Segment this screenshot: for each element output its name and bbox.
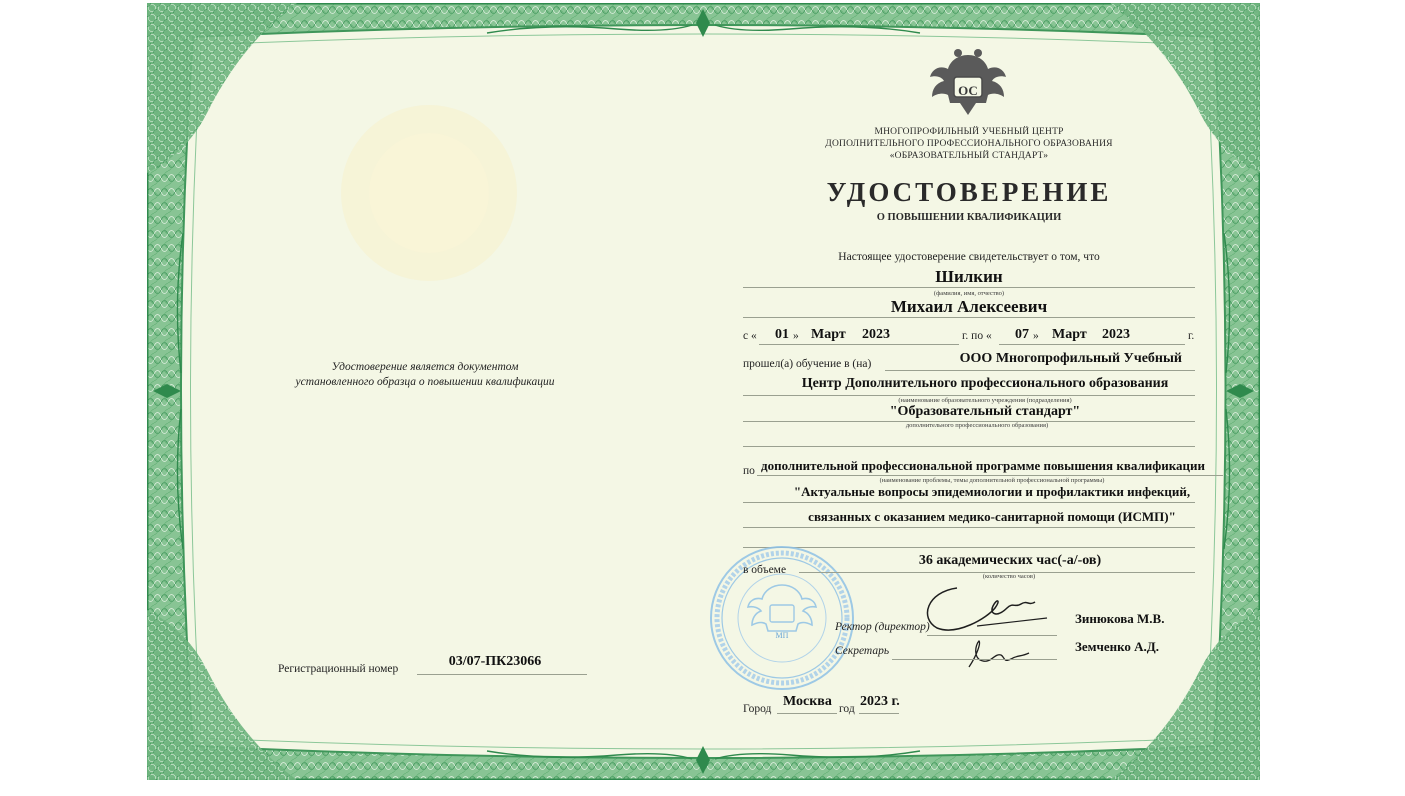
org-name-line-1: МНОГОПРОФИЛЬНЫЙ УЧЕБНЫЙ ЦЕНТР	[874, 127, 1064, 137]
program-line-2: "Актуальные вопросы эпидемиологии и профилактики инфекций,	[793, 484, 1191, 499]
period-year-suffix: г.	[1188, 330, 1195, 342]
city-value: Москва	[783, 694, 832, 709]
emblem-letters: ОС	[958, 83, 978, 98]
city-label: Город	[743, 703, 772, 715]
volume-hint: (количество часов)	[982, 573, 1036, 580]
period-to-month: Март	[1052, 327, 1087, 342]
org-name-line-3: «ОБРАЗОВАТЕЛЬНЫЙ СТАНДАРТ»	[889, 151, 1049, 161]
rector-label: Ректор (директор)	[835, 621, 930, 633]
program-line-1: дополнительной профессиональной программе повышения квалификации	[761, 458, 1205, 473]
reg-value: 03/07-ПК23066	[448, 654, 542, 669]
rule-surname	[743, 287, 1195, 288]
rule-program-3	[743, 527, 1195, 528]
rule-period-1	[759, 344, 959, 345]
volume-prefix: в объеме	[743, 564, 787, 576]
document-subtitle: О ПОВЫШЕНИИ КВАЛИФИКАЦИИ	[876, 212, 1062, 223]
rule-period-2	[999, 344, 1185, 345]
rule-secretary	[892, 659, 1057, 660]
year-value: 2023 г.	[860, 694, 900, 709]
rector-signature	[917, 578, 1057, 638]
emblem-icon	[928, 47, 1008, 117]
institution-hint-2: дополнительного профессионального образования)	[905, 422, 1049, 429]
period-from-month: Март	[811, 327, 846, 342]
rule-blank	[743, 446, 1195, 447]
document-title: УДОСТОВЕРЕНИЕ	[826, 177, 1112, 207]
program-hint: (наименование проблемы, темы дополнительной профессиональной программы)	[879, 477, 1105, 484]
given-names: Михаил Алексеевич	[890, 297, 1048, 316]
rule-city	[777, 713, 837, 714]
institution-line-3: "Образовательный стандарт"	[889, 404, 1081, 419]
org-name-line-2: ДОПОЛНИТЕЛЬНОГО ПРОФЕССИОНАЛЬНОГО ОБРАЗОВАНИЯ	[825, 139, 1113, 149]
rule-given-names	[743, 317, 1195, 318]
rule-year	[859, 713, 899, 714]
institution-hint: (наименование образовательного учреждения (подразделения)	[898, 397, 1072, 404]
rule-institution-2	[743, 395, 1195, 396]
reg-label: Регистрационный номер	[278, 663, 399, 675]
period-to-year: 2023	[1102, 327, 1130, 342]
rule-institution-1	[885, 370, 1195, 371]
institution-line-1: ООО Многопрофильный Учебный	[959, 351, 1182, 366]
program-line-3: связанных с оказанием медико-санитарной помощи (ИСМП)"	[808, 509, 1176, 524]
rule-program-1	[757, 475, 1223, 476]
period-to-prefix: г. по «	[962, 330, 992, 342]
stamp-mp: МП	[775, 631, 789, 640]
intro-text: Настоящее удостоверение свидетельствует о том, что	[838, 251, 1100, 263]
training-prefix: прошел(а) обучение в (на)	[743, 358, 872, 370]
institution-line-2: Центр Дополнительного профессионального образования	[801, 376, 1169, 391]
program-prefix: по	[743, 465, 755, 477]
rector-name: Зинюкова М.В.	[1075, 611, 1165, 626]
year-label: год	[839, 703, 855, 715]
period-to-day: 07	[1015, 327, 1029, 342]
secretary-name: Земченко А.Д.	[1075, 639, 1159, 654]
left-note-line-1: Удостоверение является документом	[331, 361, 519, 373]
left-note-line-2: установленного образца о повышении квалификации	[295, 376, 555, 388]
period-from-day: 01	[775, 327, 789, 342]
rule-reg	[417, 674, 587, 675]
volume-value: 36 академических час(-а/-ов)	[918, 553, 1102, 568]
secretary-signature	[959, 635, 1039, 675]
period-from-close: »	[793, 330, 799, 342]
rule-program-2	[743, 502, 1195, 503]
period-from-prefix: с «	[743, 330, 757, 342]
surname: Шилкин	[935, 267, 1003, 286]
period-to-close: »	[1033, 330, 1039, 342]
secretary-label: Секретарь	[835, 645, 890, 657]
certificate	[147, 3, 1260, 780]
name-hint: (фамилия, имя, отчество)	[933, 290, 1005, 297]
period-from-year: 2023	[862, 327, 890, 342]
